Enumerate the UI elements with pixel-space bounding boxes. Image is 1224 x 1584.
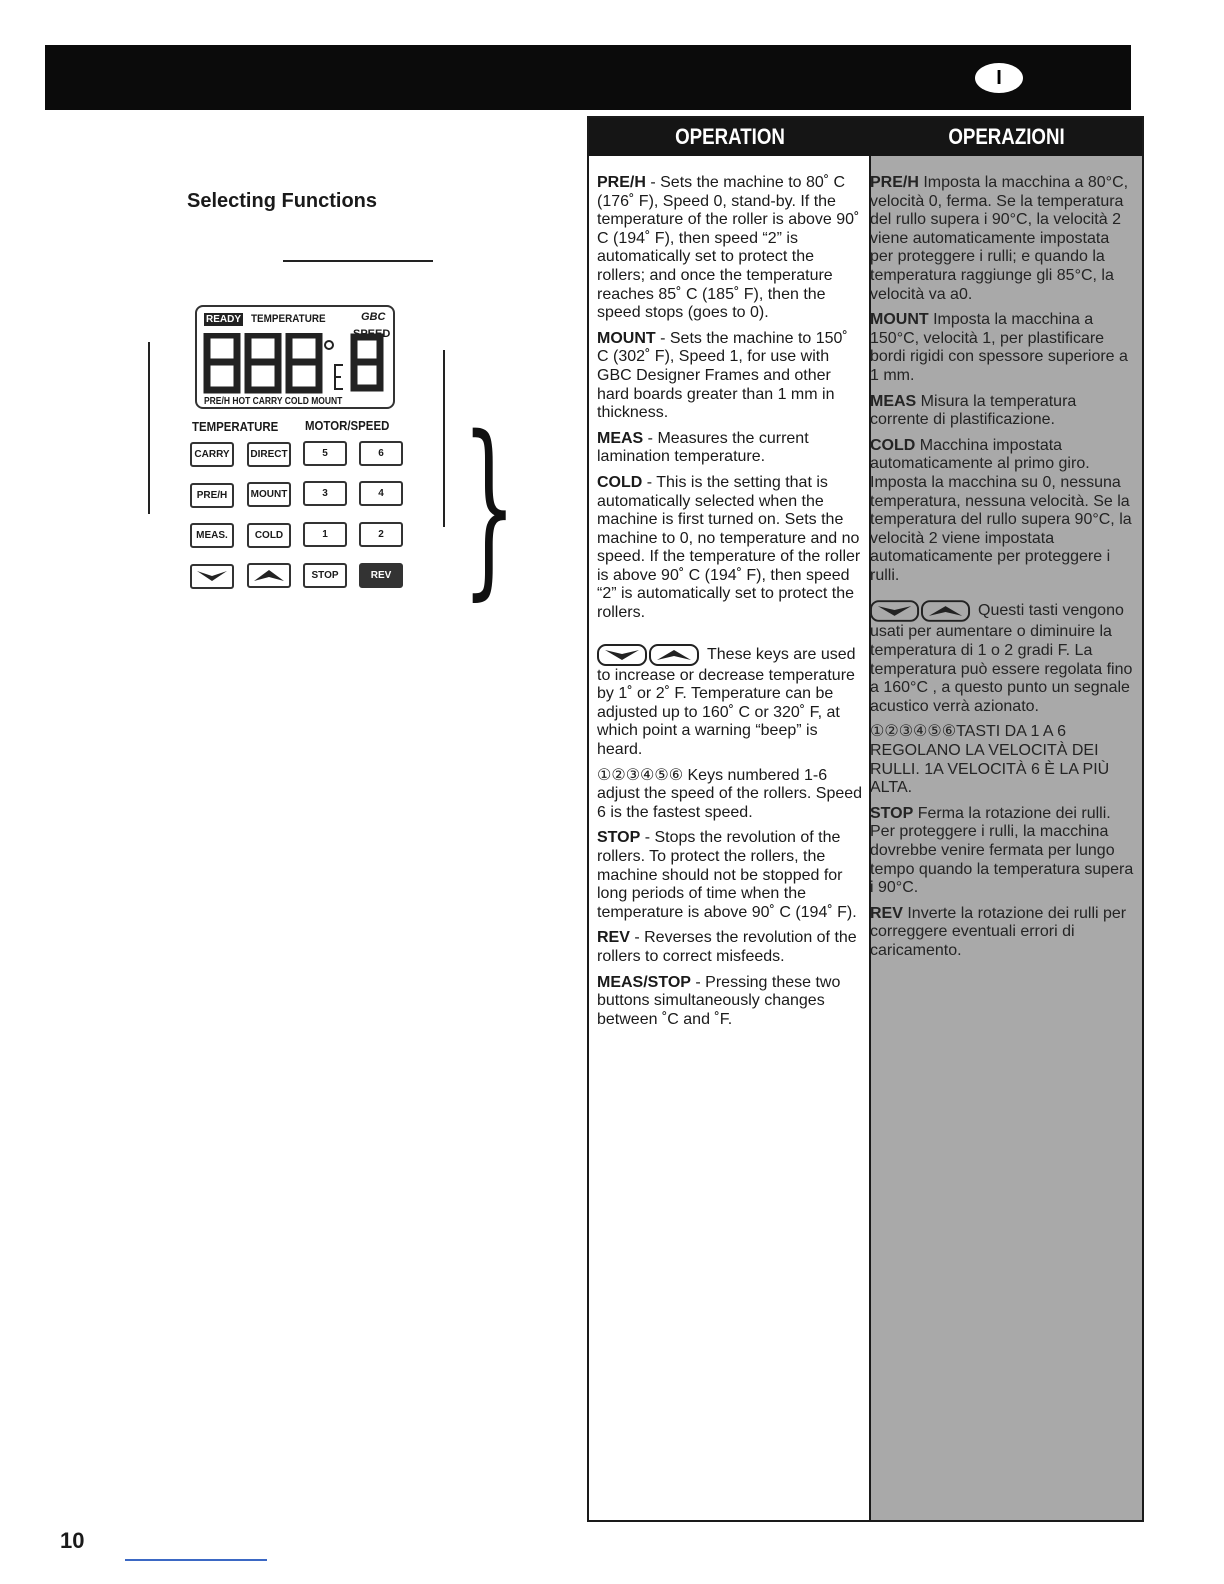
description: - Sets the machine to 80˚ C (176˚ F), Speed 0, stand-by. If the temperature of the roller is above 90˚ C (194˚ F), then speed “2” is automatically set to protect the rollers; and once the temperature reaches 85˚ C (185˚ F), then the speed stops (goes to 0). [597, 174, 860, 322]
description: Misura la temperatura corrente di plastificazione. [870, 392, 1077, 429]
mount-description [870, 311, 1134, 385]
speed-2-button[interactable]: 2 [359, 522, 403, 547]
mount-description [597, 330, 863, 423]
description: - Pressing these two buttons simultaneously changes between ˚C and ˚F. [597, 973, 841, 1028]
term: MEAS [597, 429, 644, 447]
rev-button[interactable]: REV [359, 563, 403, 588]
speed-4-button[interactable]: 4 [359, 481, 403, 506]
divider [125, 1559, 267, 1561]
preh-description [597, 174, 863, 323]
header-bar [45, 45, 1131, 110]
speed-1-button[interactable]: 1 [303, 522, 347, 547]
carry-button[interactable]: CARRY [190, 442, 234, 467]
rev-description [597, 929, 863, 966]
page-number: 10 [60, 1528, 85, 1553]
stop-button[interactable]: STOP [303, 563, 347, 588]
description: Inverte la rotazione dei rulli per correggere eventuali errori di caricamento. [870, 904, 1127, 959]
mount-button[interactable]: MOUNT [247, 482, 291, 507]
numbered-keys-icon: ①②③④⑤⑥ [597, 766, 684, 784]
number-keys-description [870, 723, 1134, 797]
speed-6-button[interactable]: 6 [359, 441, 403, 466]
lcd-mode-labels: PRE/H HOT CARRY COLD MOUNT [204, 396, 343, 407]
operation-table [587, 116, 1144, 1522]
description: Questi tasti vengono usati per aumentare o diminuire la temperatura di 1 o 2 gradi F. La temperatura può essere regolata fino a 160°C , a questo punto un segnale acustico verrà azionato. [870, 602, 1133, 715]
speed-5-button[interactable]: 5 [303, 441, 347, 466]
arrow-keys-description [870, 599, 1134, 716]
term: STOP [870, 804, 914, 822]
lcd-temperature-label: TEMPERATURE [251, 313, 326, 325]
brace-icon: } [462, 396, 517, 617]
meas-stop-description [597, 974, 863, 1030]
chevron-up-icon [251, 568, 287, 583]
divider [283, 260, 433, 262]
description: TASTI DA 1 A 6 REGOLANO LA VELOCITÀ DEI RULLI. 1A VELOCITÀ 6 È LA PIÙ ALTA. [870, 723, 1110, 797]
rev-description [870, 905, 1134, 961]
temperature-up-button[interactable] [247, 563, 291, 588]
english-column [589, 156, 871, 1520]
description: - This is the setting that is automatically selected when the machine is first turned on. Sets the machine to 0, no temperature and no speed. If the temperature of the roller is above 90˚ C (194˚ F), then speed “2” is automatically set to protect the rollers. [597, 473, 861, 622]
description: Imposta la macchina a 150°C, velocità 1, per plastificare bordi rigidi con spessore superiore a 1 mm. [870, 311, 1128, 384]
term: MOUNT [870, 311, 929, 329]
meas-description [597, 430, 863, 467]
stop-description [597, 829, 863, 922]
term: REV [597, 929, 630, 947]
cold-description [597, 474, 863, 623]
term: STOP [597, 829, 641, 847]
meas-button[interactable]: MEAS. [190, 523, 234, 548]
term: PRE/H [870, 174, 919, 191]
description: - Measures the current lamination temperature. [597, 429, 809, 466]
term: MOUNT [597, 329, 656, 347]
up-down-keys-icon [597, 643, 701, 667]
divider [443, 350, 445, 527]
numbered-keys-icon: ①②③④⑤⑥ [870, 723, 957, 741]
seven-segment-digits [203, 333, 391, 395]
ready-indicator: READY [206, 314, 242, 325]
preh-description [870, 174, 1134, 304]
speed-3-button[interactable]: 3 [303, 481, 347, 506]
temperature-group-label: TEMPERATURE [192, 419, 279, 434]
stop-description [870, 805, 1134, 898]
lcd-speed-label: SPEED [353, 328, 391, 340]
lcd-display [195, 305, 395, 409]
divider [148, 342, 150, 514]
chevron-down-icon [194, 569, 230, 584]
section-title: Selecting Functions [187, 190, 378, 212]
term: MEAS/STOP [597, 973, 691, 991]
description: Keys numbered 1-6 adjust the speed of the rollers. Speed 6 is the fastest speed. [597, 766, 863, 821]
table-header [589, 118, 1142, 156]
italian-text [870, 174, 1134, 968]
italian-column [871, 156, 1142, 1520]
term: COLD [597, 473, 643, 491]
english-text [597, 174, 863, 1036]
term: REV [870, 904, 903, 922]
header-operation: OPERATION [675, 124, 785, 149]
brand-logo: GBC [361, 311, 386, 323]
language-badge: I [975, 63, 1023, 93]
direct-button[interactable]: DIRECT [247, 442, 291, 467]
term: COLD [870, 436, 916, 454]
up-down-keys-icon [870, 599, 972, 623]
number-keys-description [597, 767, 863, 823]
preh-button[interactable]: PRE/H [190, 483, 234, 508]
description: - Stops the revolution of the rollers. To protect the rollers, the machine should not be stopped for long periods of time when the temperature is above 90˚ C (194˚ F). [597, 829, 857, 921]
description: - Sets the machine to 150˚ C (302˚ F), Speed 1, for use with GBC Designer Frames and other hard boards greater than 1 mm in thickness. [597, 329, 848, 422]
description: Ferma la rotazione dei rulli. Per proteggere i rulli, la macchina dovrebbe venire fermata per lungo tempo quando la temperatura supera i 90°C. [870, 804, 1134, 897]
cold-button[interactable]: COLD [247, 523, 291, 548]
meas-description [870, 393, 1134, 430]
description: - Reverses the revolution of the rollers to correct misfeeds. [597, 929, 857, 965]
description: These keys are used to increase or decrease temperature by 1˚ or 2˚ F. Temperature can be adjusted up to 160˚ C or 320˚ F, at which point a warning “beep” is heard. [597, 645, 856, 759]
header-operazioni: OPERAZIONI [948, 124, 1065, 149]
description: Macchina impostata automaticamente al primo giro. Imposta la macchina su 0, nessuna temperatura, nessuna velocità. Se la temperatura del rullo supera 90°C, la velocità 2 viene impostata automaticamente per proteggere i rulli. [870, 436, 1132, 584]
arrow-keys-description [597, 643, 863, 760]
description: Imposta la macchina a 80°C, velocità 0, ferma. Se la temperatura del rullo supera i 90°C, la velocità 2 viene automaticamente impostata per proteggere i rulli; e quando la temperatura raggiunge gli 85°C, la velocità va a0. [870, 174, 1129, 303]
temperature-down-button[interactable] [190, 564, 234, 589]
motor-speed-group-label: MOTOR/SPEED [305, 418, 390, 433]
term: PRE/H [597, 174, 646, 191]
cold-description [870, 437, 1134, 586]
term: MEAS [870, 392, 917, 410]
